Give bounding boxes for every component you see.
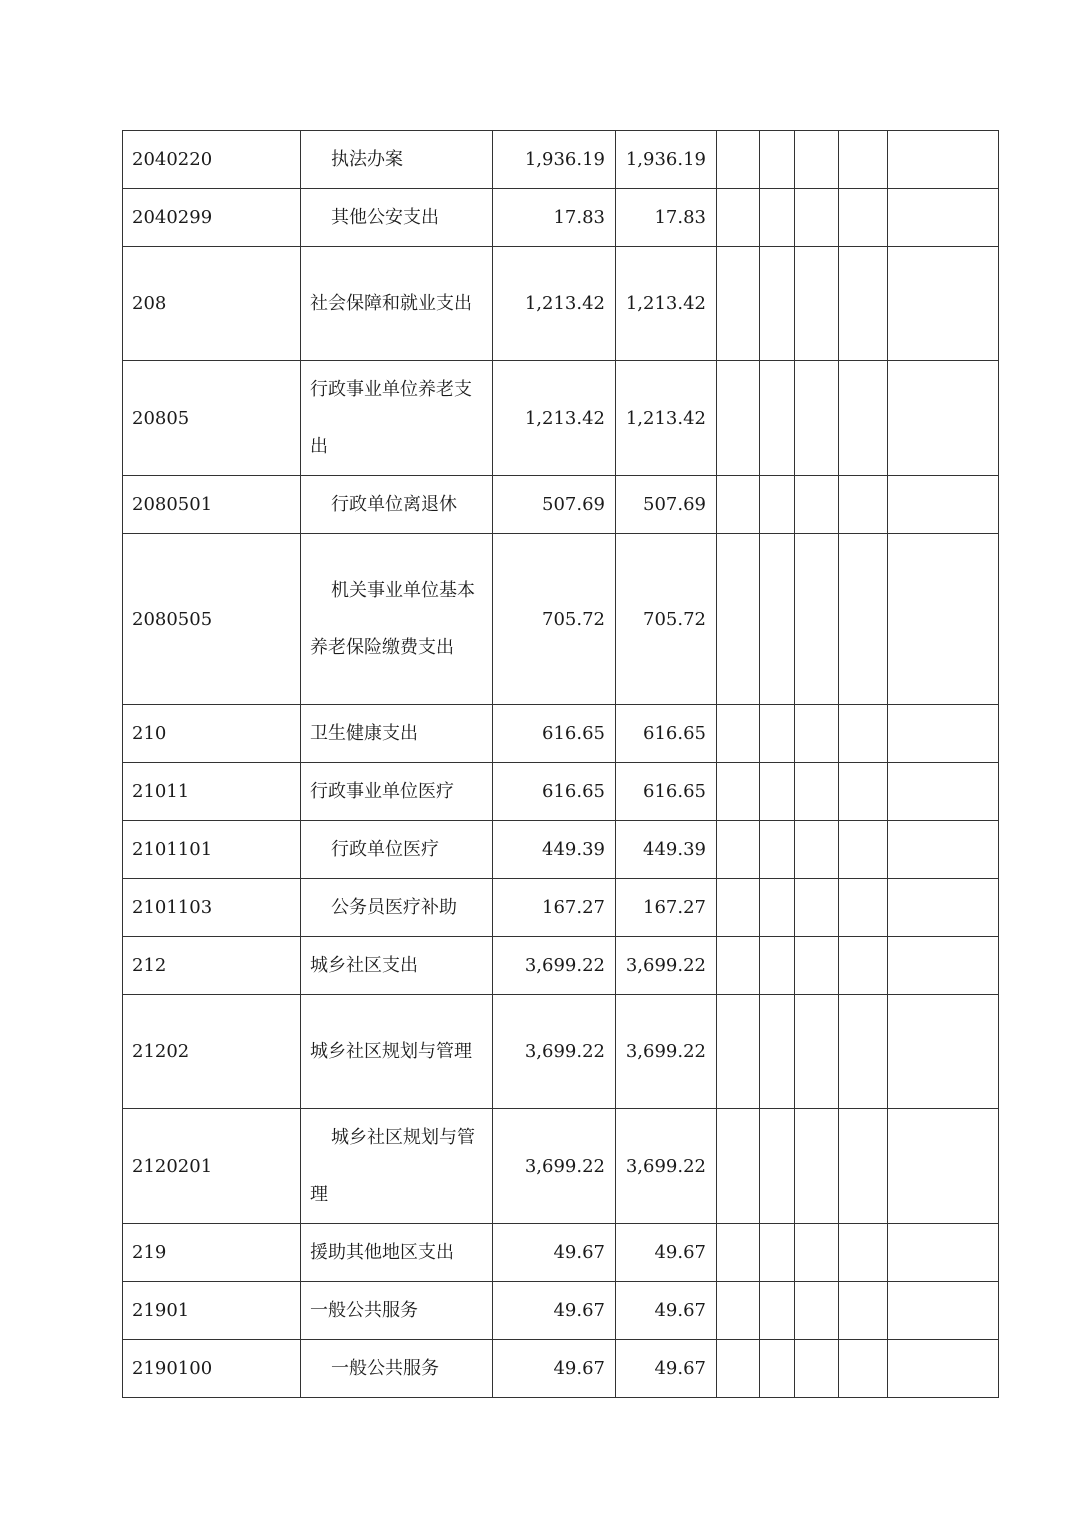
empty-cell: [760, 1282, 795, 1340]
empty-cell: [795, 1340, 839, 1398]
row-basic-cell: 49.67: [616, 1282, 717, 1340]
empty-cell: [839, 1109, 888, 1224]
empty-cell: [717, 361, 760, 476]
row-total-cell: 3,699.22: [493, 995, 616, 1109]
row-basic-cell: 1,936.19: [616, 131, 717, 189]
empty-cell: [839, 189, 888, 247]
row-basic-cell: 449.39: [616, 821, 717, 879]
table-row: [123, 247, 999, 361]
empty-cell: [839, 476, 888, 534]
row-total-cell: 616.65: [493, 763, 616, 821]
empty-cell: [795, 937, 839, 995]
empty-cell: [795, 995, 839, 1109]
row-total-cell: 49.67: [493, 1340, 616, 1398]
row-name-cell: 机关事业单位基本养老保险缴费支出: [301, 534, 493, 705]
empty-cell: [760, 1109, 795, 1224]
empty-cell: [717, 705, 760, 763]
empty-cell: [760, 534, 795, 705]
row-basic-cell: 616.65: [616, 705, 717, 763]
row-total-cell: 167.27: [493, 879, 616, 937]
empty-cell: [888, 189, 999, 247]
row-code-cell: 21901: [123, 1282, 301, 1340]
empty-cell: [888, 763, 999, 821]
empty-cell: [795, 534, 839, 705]
empty-cell: [839, 247, 888, 361]
row-name-cell: 社会保障和就业支出: [301, 247, 493, 361]
row-total-cell: 1,213.42: [493, 247, 616, 361]
table-row: [123, 879, 999, 937]
row-name-cell: 援助其他地区支出: [301, 1224, 493, 1282]
empty-cell: [888, 1224, 999, 1282]
empty-cell: [839, 879, 888, 937]
row-total-cell: 3,699.22: [493, 1109, 616, 1224]
empty-cell: [760, 763, 795, 821]
row-code-cell: 2080501: [123, 476, 301, 534]
table-row: [123, 361, 999, 476]
empty-cell: [717, 879, 760, 937]
empty-cell: [760, 361, 795, 476]
empty-cell: [795, 247, 839, 361]
empty-cell: [795, 189, 839, 247]
row-code-cell: 2101103: [123, 879, 301, 937]
row-name-cell: 行政单位离退休: [301, 476, 493, 534]
row-name-cell: 公务员医疗补助: [301, 879, 493, 937]
empty-cell: [888, 995, 999, 1109]
row-name-cell: 行政单位医疗: [301, 821, 493, 879]
row-basic-cell: 167.27: [616, 879, 717, 937]
row-total-cell: 49.67: [493, 1224, 616, 1282]
table-row: [123, 1224, 999, 1282]
row-code-cell: 2190100: [123, 1340, 301, 1398]
empty-cell: [839, 1282, 888, 1340]
row-basic-cell: 49.67: [616, 1340, 717, 1398]
empty-cell: [795, 1109, 839, 1224]
empty-cell: [888, 821, 999, 879]
row-total-cell: 1,936.19: [493, 131, 616, 189]
row-name-cell: 一般公共服务: [301, 1340, 493, 1398]
table-row: [123, 1282, 999, 1340]
table-body: [123, 131, 999, 1398]
empty-cell: [839, 534, 888, 705]
row-total-cell: 1,213.42: [493, 361, 616, 476]
budget-table: [122, 130, 999, 1398]
empty-cell: [717, 1109, 760, 1224]
empty-cell: [717, 763, 760, 821]
row-total-cell: 449.39: [493, 821, 616, 879]
empty-cell: [760, 1224, 795, 1282]
empty-cell: [717, 189, 760, 247]
empty-cell: [888, 879, 999, 937]
empty-cell: [795, 1224, 839, 1282]
empty-cell: [760, 821, 795, 879]
empty-cell: [888, 534, 999, 705]
empty-cell: [760, 705, 795, 763]
empty-cell: [717, 247, 760, 361]
empty-cell: [760, 476, 795, 534]
empty-cell: [839, 1224, 888, 1282]
row-basic-cell: 507.69: [616, 476, 717, 534]
empty-cell: [760, 247, 795, 361]
empty-cell: [717, 1282, 760, 1340]
empty-cell: [795, 763, 839, 821]
row-code-cell: 2040299: [123, 189, 301, 247]
empty-cell: [888, 705, 999, 763]
empty-cell: [717, 821, 760, 879]
table-row: [123, 821, 999, 879]
empty-cell: [760, 879, 795, 937]
row-name-cell: 一般公共服务: [301, 1282, 493, 1340]
table-row: [123, 476, 999, 534]
row-total-cell: 49.67: [493, 1282, 616, 1340]
empty-cell: [839, 1340, 888, 1398]
table-row: [123, 705, 999, 763]
empty-cell: [795, 1282, 839, 1340]
empty-cell: [839, 937, 888, 995]
row-name-cell: 执法办案: [301, 131, 493, 189]
empty-cell: [760, 1340, 795, 1398]
row-total-cell: 705.72: [493, 534, 616, 705]
empty-cell: [888, 476, 999, 534]
empty-cell: [717, 131, 760, 189]
row-basic-cell: 1,213.42: [616, 361, 717, 476]
empty-cell: [839, 763, 888, 821]
empty-cell: [795, 131, 839, 189]
table-row: [123, 534, 999, 705]
row-code-cell: 2101101: [123, 821, 301, 879]
table-row: [123, 937, 999, 995]
row-code-cell: 208: [123, 247, 301, 361]
table-row: [123, 995, 999, 1109]
row-basic-cell: 3,699.22: [616, 937, 717, 995]
empty-cell: [760, 995, 795, 1109]
row-name-cell: 其他公安支出: [301, 189, 493, 247]
row-basic-cell: 705.72: [616, 534, 717, 705]
row-basic-cell: 3,699.22: [616, 995, 717, 1109]
empty-cell: [888, 937, 999, 995]
empty-cell: [888, 1109, 999, 1224]
row-basic-cell: 17.83: [616, 189, 717, 247]
row-total-cell: 3,699.22: [493, 937, 616, 995]
row-code-cell: 212: [123, 937, 301, 995]
empty-cell: [717, 937, 760, 995]
empty-cell: [760, 131, 795, 189]
empty-cell: [717, 476, 760, 534]
empty-cell: [795, 705, 839, 763]
row-total-cell: 616.65: [493, 705, 616, 763]
empty-cell: [760, 937, 795, 995]
empty-cell: [839, 131, 888, 189]
table-row: [123, 763, 999, 821]
row-basic-cell: 1,213.42: [616, 247, 717, 361]
empty-cell: [795, 476, 839, 534]
empty-cell: [795, 361, 839, 476]
empty-cell: [888, 1282, 999, 1340]
table-row: [123, 189, 999, 247]
empty-cell: [839, 705, 888, 763]
empty-cell: [717, 995, 760, 1109]
row-code-cell: 21202: [123, 995, 301, 1109]
empty-cell: [717, 534, 760, 705]
empty-cell: [888, 361, 999, 476]
empty-cell: [760, 189, 795, 247]
row-name-cell: 城乡社区规划与管理: [301, 995, 493, 1109]
row-basic-cell: 3,699.22: [616, 1109, 717, 1224]
row-basic-cell: 616.65: [616, 763, 717, 821]
empty-cell: [839, 821, 888, 879]
row-code-cell: 20805: [123, 361, 301, 476]
empty-cell: [795, 879, 839, 937]
empty-cell: [888, 131, 999, 189]
row-code-cell: 2120201: [123, 1109, 301, 1224]
table-row: [123, 131, 999, 189]
row-total-cell: 507.69: [493, 476, 616, 534]
row-code-cell: 2080505: [123, 534, 301, 705]
table-row: [123, 1109, 999, 1224]
empty-cell: [839, 361, 888, 476]
row-name-cell: 卫生健康支出: [301, 705, 493, 763]
row-code-cell: 21011: [123, 763, 301, 821]
empty-cell: [795, 821, 839, 879]
empty-cell: [888, 247, 999, 361]
row-name-cell: 城乡社区支出: [301, 937, 493, 995]
row-name-cell: 行政事业单位养老支出: [301, 361, 493, 476]
empty-cell: [717, 1340, 760, 1398]
row-total-cell: 17.83: [493, 189, 616, 247]
row-name-cell: 城乡社区规划与管理: [301, 1109, 493, 1224]
empty-cell: [717, 1224, 760, 1282]
row-code-cell: 210: [123, 705, 301, 763]
empty-cell: [839, 995, 888, 1109]
empty-cell: [888, 1340, 999, 1398]
row-code-cell: 2040220: [123, 131, 301, 189]
row-name-cell: 行政事业单位医疗: [301, 763, 493, 821]
row-basic-cell: 49.67: [616, 1224, 717, 1282]
table-row: [123, 1340, 999, 1398]
row-code-cell: 219: [123, 1224, 301, 1282]
